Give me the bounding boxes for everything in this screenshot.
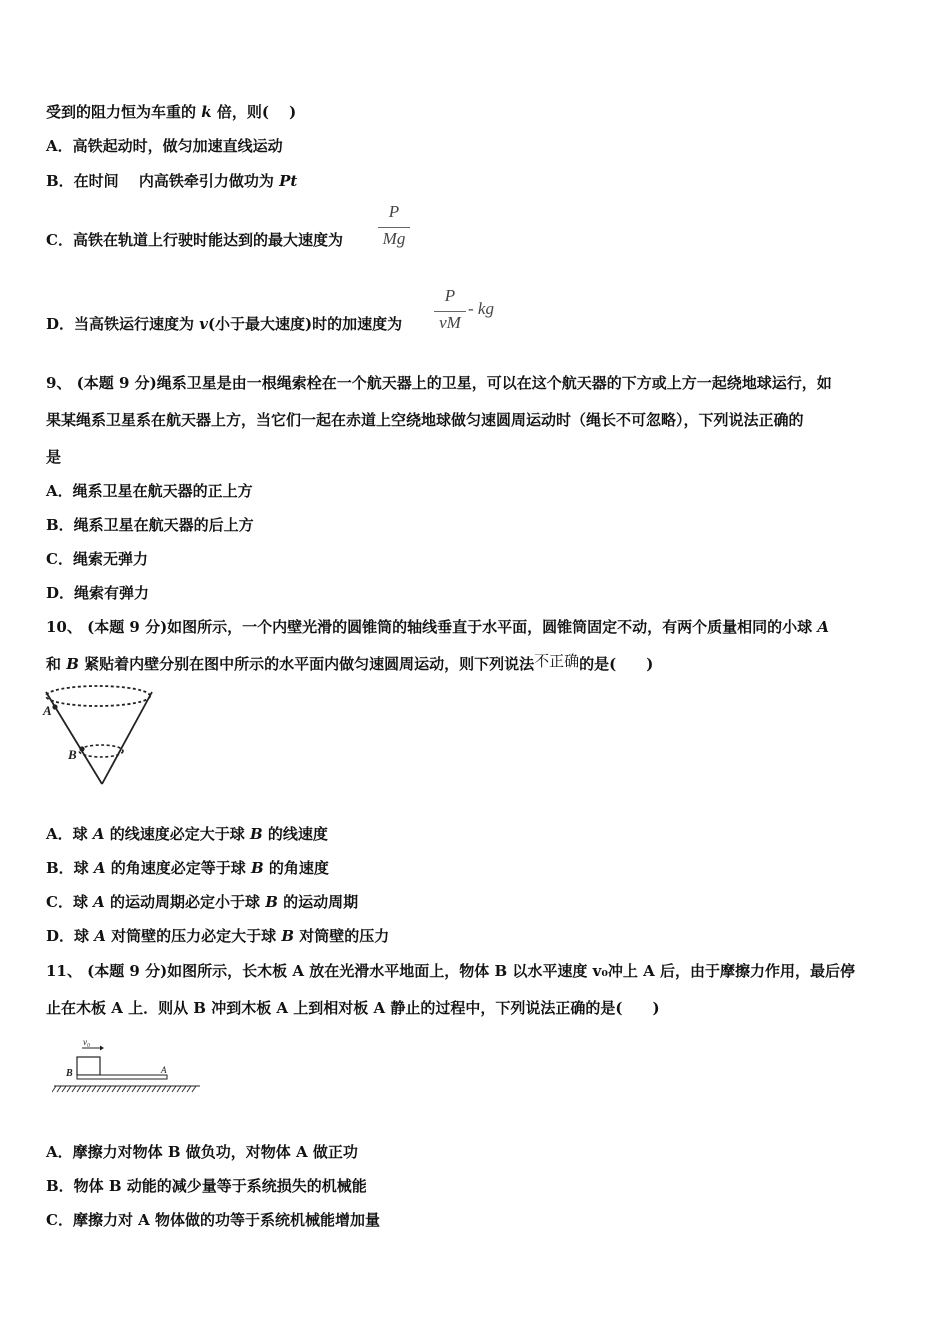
q8-d-fraction-bar [434, 311, 466, 312]
ground-hatch-stroke [57, 1086, 61, 1092]
q8-c-denominator: Mg [382, 229, 406, 248]
ball-a [52, 704, 57, 709]
q8-d-tail: - kg [468, 299, 494, 318]
ground-hatch-stroke [67, 1086, 71, 1092]
fig-label-b-block: B [66, 1068, 73, 1079]
q9-stem-line2: 果某绳系卫星系在航天器上方，当它们一起在赤道上空绕地球做匀速圆周运动时（绳长不可忽略），下列说法正确的 [46, 411, 804, 429]
q11-option-c: C．摩擦力对 A 物体做的功等于系统机械能增加量 [46, 1211, 381, 1229]
ground-hatch-stroke [167, 1086, 171, 1092]
q9-stem-line3: 是 [46, 448, 62, 466]
q8-option-a: A．高铁起动时，做匀加速直线运动 [46, 137, 283, 155]
q9-option-b: B．绳系卫星在航天器的后上方 [46, 516, 254, 534]
q8-c-fraction-bar [378, 227, 410, 228]
ground-hatch-stroke [77, 1086, 81, 1092]
ground-hatch-stroke [192, 1086, 196, 1092]
cone-figure [40, 682, 160, 787]
q10-stem-line1: 10、 (本题 9 分)如图所示，一个内壁光滑的圆锥筒的轴线垂直于水平面，圆锥筒固定不动，有两个质量相同的小球 A [46, 618, 830, 636]
ground-hatch-stroke [187, 1086, 191, 1092]
ground-hatch-stroke [117, 1086, 121, 1092]
q8-c-numerator: P [388, 202, 400, 221]
q11-stem-line1: 11、 (本题 9 分)如图所示，长木板 A 放在光滑水平地面上，物体 B 以水平速度 v₀冲上 A 后，由于摩擦力作用，最后停 [46, 962, 855, 980]
ground-hatch-stroke [102, 1086, 106, 1092]
q11-option-b: B．物体 B 动能的减少量等于系统损失的机械能 [46, 1177, 367, 1195]
ground-hatch-stroke [172, 1086, 176, 1092]
q10-option-b: B．球 A 的角速度必定等于球 B 的角速度 [46, 859, 329, 877]
q10-stem-line2: 和 B 紧贴着内壁分别在图中所示的水平面内做匀速圆周运动，则下列说法不正确的是( ) [46, 652, 654, 673]
ground-hatch-stroke [137, 1086, 141, 1092]
q9-option-a: A．绳系卫星在航天器的正上方 [46, 482, 253, 500]
fig-label-v0: v₀ [83, 1037, 91, 1047]
ground-hatching [52, 1086, 196, 1092]
ground-hatch-stroke [132, 1086, 136, 1092]
ground-hatch-stroke [72, 1086, 76, 1092]
ground-hatch-stroke [107, 1086, 111, 1092]
board-a [77, 1075, 167, 1079]
q11-stem-line2: 止在木板 A 上．则从 B 冲到木板 A 上到相对板 A 静止的过程中，下列说法正确的是( ) [46, 999, 660, 1017]
ground-hatch-stroke [97, 1086, 101, 1092]
ball-b [79, 746, 84, 751]
ground-hatch-stroke [152, 1086, 156, 1092]
fig-label-b: B [68, 747, 77, 762]
q8-option-c: C．高铁在轨道上行驶时能达到的最大速度为 [46, 231, 343, 249]
q10-option-a: A．球 A 的线速度必定大于球 B 的线速度 [46, 825, 328, 843]
fig-label-a-board: A [161, 1065, 167, 1075]
q9-option-d: D．绳索有弹力 [46, 584, 150, 602]
ground-hatch-stroke [157, 1086, 161, 1092]
ground-hatch-stroke [92, 1086, 96, 1092]
block-b [77, 1057, 100, 1075]
q8-option-b: B．在时间 内高铁牵引力做功为 Pt [46, 172, 298, 190]
q9-stem-line1: 9、 (本题 9 分)绳系卫星是由一根绳索栓在一个航天器上的卫星，可以在这个航天器的下方或上方一起绕地球运行，如 [46, 374, 832, 392]
q10-option-c: C．球 A 的运动周期必定小于球 B 的运动周期 [46, 893, 359, 911]
ground-hatch-stroke [182, 1086, 186, 1092]
ground-hatch-stroke [177, 1086, 181, 1092]
ground-hatch-stroke [112, 1086, 116, 1092]
ground-hatch-stroke [52, 1086, 56, 1092]
q9-option-c: C．绳索无弹力 [46, 550, 148, 568]
ground-hatch-stroke [82, 1086, 86, 1092]
ground-hatch-stroke [127, 1086, 131, 1092]
ground-hatch-stroke [122, 1086, 126, 1092]
ground-hatch-stroke [87, 1086, 91, 1092]
q11-option-a: A．摩擦力对物体 B 做负功，对物体 A 做正功 [46, 1143, 358, 1161]
fig-label-a: A [43, 703, 52, 718]
q8-option-d: D．当高铁运行速度为 v(小于最大速度)时的加速度为 [46, 315, 403, 333]
cone-right-wall [102, 692, 152, 784]
ground-hatch-stroke [142, 1086, 146, 1092]
cone-ball-b-orbit [79, 745, 123, 757]
ground-hatch-stroke [162, 1086, 166, 1092]
q10-option-d: D．球 A 对筒壁的压力必定大于球 B 对筒壁的压力 [46, 927, 390, 945]
board-figure [52, 1036, 204, 1096]
ground-hatch-stroke [62, 1086, 66, 1092]
cone-top-rim [46, 686, 150, 706]
q8-stem-tail: 受到的阻力恒为车重的 k 倍，则( ) [46, 103, 297, 121]
q8-d-numerator: P [444, 286, 456, 305]
ground-hatch-stroke [147, 1086, 151, 1092]
velocity-arrowhead [100, 1046, 104, 1051]
q8-d-denominator: vM [439, 313, 461, 332]
